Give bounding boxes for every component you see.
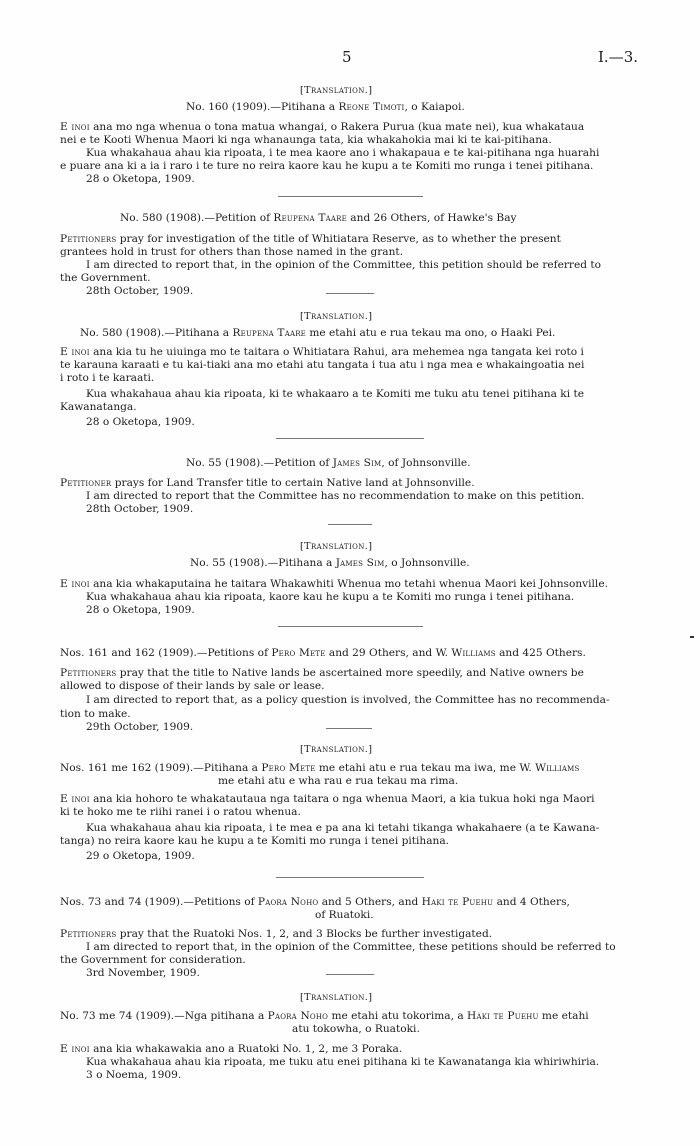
report-line: Kawanatanga.	[60, 401, 137, 413]
report-line: I am directed to report that, in the opinion of the Committee, this petition should be referred to	[86, 259, 602, 271]
title-text: and 29 Others, and W.	[325, 647, 452, 659]
petition-body-line	[60, 578, 608, 591]
petition-title-continuation: of Ruatoki.	[315, 909, 374, 921]
report-line: Kua whakahaua ahau kia ripoata, kaore kau he kupu a te Komiti mo runga i tenei pitihana.	[86, 591, 575, 603]
petitioner-name: Reupena Taare	[273, 212, 347, 224]
title-text: , o Johnsonville.	[384, 557, 470, 569]
petition-body-line: ki te hoko me te riihi ranei i o ratou whenua.	[60, 806, 301, 818]
title-text: No. 160 (1909).—Pitihana a	[186, 101, 339, 113]
report-date: 3rd November, 1909.	[86, 967, 200, 979]
body-text: ana kia whakaputaina he taitara Whakawhiti Whenua mo tetahi whenua Maori kei Johnsonville.	[89, 578, 608, 590]
translation-heading: [Translation.]	[300, 541, 373, 552]
petition-body-line: allowed to dispose of their lands by sale or lease.	[60, 680, 325, 692]
short-divider	[326, 293, 374, 294]
petitioner-name: Haki te Puehu	[467, 1010, 539, 1022]
short-divider	[328, 524, 372, 525]
lead-word: E inoi	[60, 793, 90, 805]
paper-reference: I.—3.	[598, 48, 639, 66]
petition-title	[80, 327, 555, 340]
report-date: 29th October, 1909.	[86, 721, 194, 733]
body-text: pray that the Ruatoki Nos. 1, 2, and 3 Blocks be further investigated.	[116, 928, 493, 940]
report-date: 28 o Oketopa, 1909.	[86, 173, 195, 185]
title-text: me etahi atu e rua tekau ma iwa, me W.	[315, 762, 536, 774]
petitioner-name: Pero Mete	[271, 647, 326, 659]
lead-word: E inoi	[60, 1043, 90, 1055]
petition-body-line: grantees hold in trust for others than those named in the grant.	[60, 246, 404, 258]
report-line: Kua whakahaua ahau kia ripoata, i te mea e pa ana ki tetahi tikanga whakahaere (a te Kawana-	[86, 822, 600, 834]
report-line: the Government for consideration.	[60, 954, 246, 966]
body-text: ana mo nga whenua o tona matua whangai, o Rakera Purua (kua mate nei), kua whakataua	[89, 121, 585, 133]
short-divider	[326, 974, 374, 975]
petition-body-line	[60, 793, 595, 806]
translation-heading: [Translation.]	[300, 744, 373, 755]
report-line: Kua whakahaua ahau kia ripoata, ki te whakaaro a te Komiti me tuku atu tenei pitihana ki te	[86, 388, 584, 400]
petition-body-line	[60, 667, 584, 680]
lead-word: Petitioners	[60, 233, 117, 245]
petitioner-name: Reupena Taare	[232, 327, 306, 339]
section-divider	[276, 438, 424, 439]
petition-title	[60, 1010, 589, 1023]
petition-body-line	[60, 233, 561, 246]
body-text: pray for investigation of the title of Whitiatara Reserve, as to whether the present	[116, 233, 561, 245]
body-text: prays for Land Transfer title to certain Native land at Johnsonville.	[111, 477, 475, 489]
petitioner-name: James Sim	[332, 457, 382, 469]
petitioner-name: Paora Noho	[267, 1010, 329, 1022]
report-line: tion to make.	[60, 708, 131, 720]
petitioner-name: Williams	[535, 762, 580, 774]
page-number: 5	[342, 48, 352, 66]
title-text: and 425 Others.	[495, 647, 586, 659]
lead-word: E inoi	[60, 121, 90, 133]
petition-title-continuation: me etahi atu e wha rau e rua tekau ma rima.	[218, 775, 459, 787]
report-date: 28 o Oketopa, 1909.	[86, 416, 195, 428]
report-line: Kua whakahaua ahau kia ripoata, me tuku atu enei pitihana ki te Kawanatanga kia whiriwhiria.	[86, 1056, 600, 1068]
petition-title	[120, 212, 517, 225]
margin-print-mark	[690, 636, 694, 638]
lead-word: Petitioners	[60, 667, 117, 679]
report-date: 28th October, 1909.	[86, 285, 194, 297]
report-date: 28 o Oketopa, 1909.	[86, 604, 195, 616]
petitioner-name: Pero Mete	[261, 762, 316, 774]
translation-heading: [Translation.]	[300, 85, 373, 96]
report-date: 3 o Noema, 1909.	[86, 1069, 182, 1081]
title-text: , o Kaiapoi.	[404, 101, 465, 113]
report-line: Kua whakahaua ahau kia ripoata, i te mea kaore ano i whakapaua e te kai-pitihana nga huarahi	[86, 147, 600, 159]
title-text: me etahi	[538, 1010, 589, 1022]
translation-heading: [Translation.]	[300, 992, 373, 1003]
title-text: No. 55 (1908).—Petition of	[186, 457, 333, 469]
title-text: and 26 Others, of Hawke's Bay	[346, 212, 517, 224]
petitioner-name: Haki te Puehu	[421, 896, 494, 908]
lead-word: Petitioners	[60, 928, 117, 940]
report-date: 28th October, 1909.	[86, 503, 194, 515]
body-text: pray that the title to Native lands be ascertained more speedily, and Native owners be	[116, 667, 584, 679]
petition-title	[186, 457, 471, 470]
petitioner-name: Paora Noho	[257, 896, 319, 908]
section-divider	[278, 626, 423, 627]
lead-word: E inoi	[60, 578, 90, 590]
title-text: me etahi atu tokorima, a	[328, 1010, 468, 1022]
petition-body-line	[60, 477, 475, 490]
petition-title-continuation: atu tokowha, o Ruatoki.	[292, 1023, 420, 1035]
petition-title	[60, 647, 586, 660]
report-date: 29 o Oketopa, 1909.	[86, 850, 195, 862]
title-text: Nos. 161 me 162 (1909).—Pitihana a	[60, 762, 262, 774]
petitioner-name: Williams	[451, 647, 496, 659]
lead-word: E inoi	[60, 346, 90, 358]
section-divider	[276, 877, 424, 878]
title-text: No. 73 me 74 (1909).—Nga pitihana a	[60, 1010, 268, 1022]
report-line: I am directed to report that the Committee has no recommendation to make on this petition.	[86, 490, 585, 502]
short-divider	[326, 728, 372, 729]
petitioner-name: James Sim	[335, 557, 385, 569]
report-line: I am directed to report that, as a policy question is involved, the Committee has no recommenda-	[86, 694, 610, 706]
title-text: No. 55 (1908).—Pitihana a	[190, 557, 336, 569]
title-text: No. 580 (1908).—Petition of	[120, 212, 274, 224]
body-text: ana kia tu he uiuinga mo te taitara o Whitiatara Rahui, ara mehemea nga tangata kei roto i	[89, 346, 584, 358]
petition-title	[190, 557, 470, 570]
petition-title	[186, 101, 465, 114]
petition-body-line	[60, 346, 584, 359]
report-line: I am directed to report that, in the opinion of the Committee, these petitions should be referred to	[86, 941, 616, 953]
report-line: the Government.	[60, 272, 151, 284]
title-text: No. 580 (1908).—Pitihana a	[80, 327, 233, 339]
translation-heading: [Translation.]	[300, 311, 373, 322]
title-text: and 5 Others, and	[318, 896, 422, 908]
report-line: e puare ana ki a ia i raro i te ture no reira kaore kau he kupu a te Komiti mo runga i tenei pitihana.	[60, 160, 594, 172]
report-line: tanga) no reira kaore kau he kupu a te Komiti mo runga i tenei pitihana.	[60, 835, 450, 847]
petition-body-line: i roto i te karaati.	[60, 372, 155, 384]
petition-body-line: nei e te Kooti Whenua Maori ki nga whanaunga tata, kia whakahokia mai ki te kai-pitihana.	[60, 134, 552, 146]
body-text: ana kia hohoro te whakatautaua nga taitara o nga whenua Maori, a kia tukua hoki nga Maori	[89, 793, 595, 805]
petitioner-name: Reone Timoti	[338, 101, 405, 113]
lead-word: Petitioner	[60, 477, 112, 489]
petition-title	[60, 896, 570, 909]
title-text: Nos. 161 and 162 (1909).—Petitions of	[60, 647, 272, 659]
title-text: and 4 Others,	[493, 896, 570, 908]
petition-title	[60, 762, 579, 775]
title-text: , of Johnsonville.	[381, 457, 471, 469]
petition-body-line	[60, 928, 492, 941]
petition-body-line	[60, 121, 584, 134]
section-divider	[278, 196, 423, 197]
body-text: ana kia whakawakia ano a Ruatoki No. 1, 2, me 3 Poraka.	[89, 1043, 403, 1055]
title-text: Nos. 73 and 74 (1909).—Petitions of	[60, 896, 258, 908]
title-text: me etahi atu e rua tekau ma ono, o Haaki Pei.	[305, 327, 556, 339]
petition-body-line	[60, 1043, 402, 1056]
petition-body-line: te karauna karaati e tu kai-tiaki ana mo etahi atu tangata i tua atu i nga mea e whakaingoatia nei	[60, 359, 585, 371]
